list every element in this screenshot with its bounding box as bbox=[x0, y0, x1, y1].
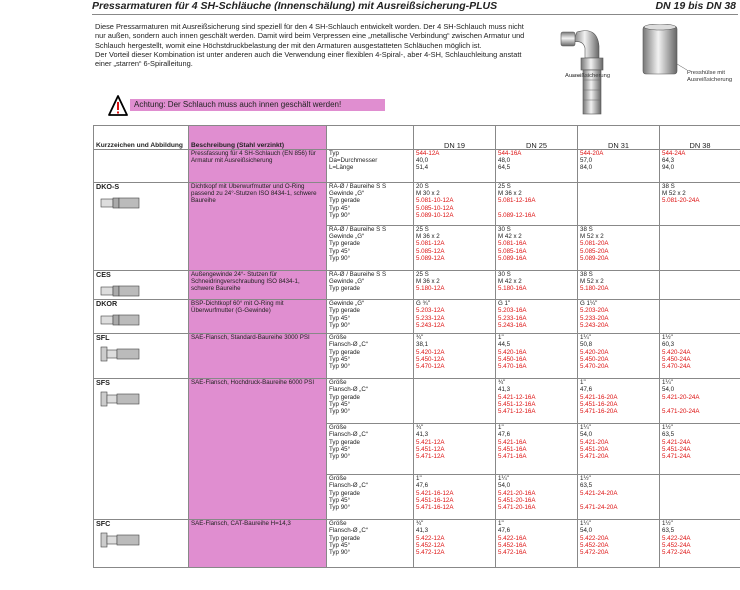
dimension-values: 1" 44,5 bbox=[498, 334, 511, 349]
dn-cell bbox=[496, 475, 578, 520]
dimension-values: 38 S M 52 x 2 bbox=[580, 271, 604, 286]
table-row bbox=[94, 379, 740, 424]
code-cell bbox=[94, 300, 189, 334]
part-numbers: 5.180-16A bbox=[498, 285, 527, 293]
dimension-values: ¾" 41,3 bbox=[416, 520, 429, 535]
fitting-drawing-icon bbox=[100, 195, 142, 211]
fitting-drawing-icon bbox=[100, 312, 142, 328]
part-numbers: 5.081-16A 5.085-16A 5.089-16A bbox=[498, 240, 527, 262]
dn-cell bbox=[496, 520, 578, 568]
part-numbers: 5.421-16-12A 5.451-16-12A 5.471-16-12A bbox=[416, 489, 454, 512]
dimension-values: G 1" bbox=[498, 300, 511, 308]
dn-cell bbox=[414, 424, 496, 475]
dimension-values: 1½" 63,5 bbox=[580, 475, 593, 490]
dn-cell bbox=[496, 271, 578, 300]
dn-cell bbox=[414, 183, 496, 226]
caption-ausreisssicherung: Ausreißsicherung bbox=[565, 73, 611, 79]
dn-cell bbox=[414, 150, 496, 183]
description-cell: SAE-Flansch, Hochdruck-Baureihe 6000 PSI bbox=[189, 379, 327, 520]
part-numbers: 5.081-20A 5.085-20A 5.089-20A bbox=[580, 240, 609, 262]
dimension-values: 25 S M 36 x 2 bbox=[498, 183, 522, 198]
part-numbers: 5.421-20-24A 5.471-20-24A bbox=[662, 393, 700, 416]
dn-cell bbox=[660, 379, 740, 424]
warning-text: Achtung: Der Schlauch muss auch innen geschält werden! bbox=[134, 100, 342, 109]
caption-presshuelse: Presshülse mit Ausreißsicherung bbox=[687, 70, 733, 83]
dimension-values: 38 S M 52 x 2 bbox=[662, 183, 686, 198]
dimension-values: 64,3 94,0 bbox=[662, 157, 675, 172]
fitting-code: DKOR bbox=[96, 299, 118, 309]
intro-paragraph-1: Diese Pressarmaturen mit Ausreißsicherung sind speziell für den 4 SH-Schlauch entwickelt worden. Der 4 SH-Schlauch muss nicht nur außen, sondern auch innen geschält werden. Damit wird beim Verpressen eine „metallische Verbindung“ zwischen Armatur und Schlauch hergestellt, womit eine Höchstdruckbelastung der mit den Armaturen ausgestatteten Schläuchen möglich ist. bbox=[95, 22, 525, 50]
dimension-values: 1¼" 54,0 bbox=[580, 520, 593, 535]
part-number: 544-20A bbox=[580, 150, 604, 157]
part-numbers: 5.081-12A 5.085-12A 5.089-12A bbox=[416, 240, 445, 262]
dn-cell bbox=[414, 379, 496, 424]
dn-cell bbox=[414, 334, 496, 379]
code-cell bbox=[94, 150, 189, 183]
dimension-values: 1" 47,6 bbox=[498, 424, 511, 439]
part-numbers: 5.422-16A 5.452-16A 5.472-16A bbox=[498, 534, 527, 557]
dimension-values: ¾" 41,3 bbox=[498, 379, 511, 394]
table-body bbox=[94, 150, 740, 568]
spec-labels-cell: Größe Flansch-Ø „C“ Typ gerade Typ 45° Typ 90° bbox=[327, 520, 414, 568]
header-dn-25: DN 25 bbox=[496, 126, 578, 150]
dn-cell bbox=[414, 271, 496, 300]
description-cell: Dichtkopf mit Überwurfmutter und O-Ring passend zu 24°-Stutzen ISO 8434-1, schwere Baureihe bbox=[189, 183, 327, 271]
fitting-code: SFS bbox=[96, 378, 110, 388]
spec-labels-cell: RA-Ø / Baureihe S S Gewinde „G“ Typ gerade Typ 45° Typ 90° bbox=[327, 226, 414, 271]
code-cell bbox=[94, 334, 189, 379]
spec-labels-cell: Typ Da=Durchmesser L=Länge bbox=[327, 150, 414, 183]
fitting-code: SFL bbox=[96, 333, 110, 343]
part-numbers: 5.203-16A 5.233-16A 5.243-16A bbox=[498, 307, 527, 329]
intro-paragraph-2: Der Vorteil dieser Kombination ist unter anderen auch die Verwendung einer flexiblen 4-Spiral-, aber 4-SH, Schlauchleitung anstatt einer „starren“ 6-Spiralleitung. bbox=[95, 49, 522, 69]
dimension-values: 1¼" 50,8 bbox=[580, 334, 593, 349]
header-dn-38: DN 38 bbox=[660, 126, 740, 150]
dn-cell bbox=[496, 150, 578, 183]
code-cell bbox=[94, 271, 189, 300]
part-numbers: 5.081-12-16A 5.089-12-16A bbox=[498, 197, 536, 219]
spec-labels-cell: RA-Ø / Baureihe S S Gewinde „G“ Typ gerade bbox=[327, 271, 414, 300]
dn-cell bbox=[660, 226, 740, 271]
dn-cell bbox=[578, 226, 660, 271]
intro-text bbox=[95, 22, 525, 68]
dimension-values: 48,0 64,5 bbox=[498, 157, 511, 172]
code-cell bbox=[94, 379, 189, 520]
fitting-drawing-icon bbox=[100, 532, 142, 548]
description-cell: SAE-Flansch, Standard-Baureihe 3000 PSI bbox=[189, 334, 327, 379]
dn-cell bbox=[660, 475, 740, 520]
dn-cell bbox=[578, 300, 660, 334]
fitting-code: DKO-S bbox=[96, 182, 120, 191]
dn-cell bbox=[660, 424, 740, 475]
dn-cell bbox=[578, 183, 660, 226]
dimension-values: 1½" 63,5 bbox=[662, 520, 675, 535]
table-row bbox=[94, 150, 740, 183]
dimension-values: G 1¼" bbox=[580, 300, 598, 308]
dimension-values: 25 S M 36 x 2 bbox=[416, 226, 440, 241]
dn-cell bbox=[578, 334, 660, 379]
header-spec bbox=[327, 126, 414, 150]
part-numbers: 5.420-20A 5.450-20A 5.470-20A bbox=[580, 348, 609, 371]
table-header-row bbox=[94, 126, 740, 150]
part-numbers: 5.421-16-20A 5.451-16-20A 5.471-16-20A bbox=[580, 393, 618, 416]
dimension-values: 1¼" 54,0 bbox=[580, 424, 593, 439]
warning-box bbox=[130, 99, 385, 111]
part-numbers: 5.180-20A bbox=[580, 285, 609, 293]
part-numbers: 5.421-24-20A 5.471-24-20A bbox=[580, 489, 618, 512]
part-numbers: 5.421-24A 5.451-24A 5.471-24A bbox=[662, 438, 691, 461]
table-row bbox=[94, 334, 740, 379]
dn-cell bbox=[660, 300, 740, 334]
dn-cell bbox=[660, 334, 740, 379]
part-numbers: 5.203-20A 5.233-20A 5.243-20A bbox=[580, 307, 609, 329]
table-row bbox=[94, 271, 740, 300]
description-cell: Pressfassung für 4 SH-Schlauch (EN 856) für Armatur mit Ausreißsicherung bbox=[189, 150, 327, 183]
part-number: 544-16A bbox=[498, 150, 522, 157]
dimension-values: 25 S M 36 x 2 bbox=[416, 271, 440, 286]
spec-labels-cell: Größe Flansch-Ø „C“ Typ gerade Typ 45° Typ 90° bbox=[327, 334, 414, 379]
part-numbers: 5.203-12A 5.233-12A 5.243-12A bbox=[416, 307, 445, 329]
dimension-values: 1¼" 54,0 bbox=[498, 475, 511, 490]
dn-cell bbox=[414, 226, 496, 271]
code-cell bbox=[94, 183, 189, 271]
part-numbers: 5.421-12A 5.451-12A 5.471-12A bbox=[416, 438, 445, 461]
warning-icon bbox=[108, 95, 128, 117]
fittings-table bbox=[93, 125, 740, 568]
dimension-values: ¾" 41,3 bbox=[416, 424, 429, 439]
dimension-values: 1" 47,6 bbox=[580, 379, 593, 394]
dn-cell bbox=[414, 300, 496, 334]
dn-cell bbox=[496, 334, 578, 379]
header-dn-31: DN 31 bbox=[578, 126, 660, 150]
part-numbers: 5.421-16A 5.451-16A 5.471-16A bbox=[498, 438, 527, 461]
spec-labels-cell: Gewinde „G“ Typ gerade Typ 45° Typ 90° bbox=[327, 300, 414, 334]
header-code: Kurzzeichen und Abbildung bbox=[94, 126, 189, 150]
dimension-values: 30 S M 42 x 2 bbox=[498, 271, 522, 286]
dn-cell bbox=[578, 520, 660, 568]
part-numbers: 5.420-24A 5.450-24A 5.470-24A bbox=[662, 348, 691, 371]
dn-cell bbox=[660, 150, 740, 183]
dn-cell bbox=[578, 271, 660, 300]
spec-labels-cell: Größe Flansch-Ø „C“ Typ gerade Typ 45° Typ 90° bbox=[327, 424, 414, 475]
fitting-drawing-icon bbox=[100, 391, 142, 407]
dn-cell bbox=[496, 424, 578, 475]
product-image bbox=[535, 24, 735, 120]
dimension-values: 40,0 51,4 bbox=[416, 157, 429, 172]
dn-cell bbox=[496, 379, 578, 424]
dn-cell bbox=[496, 183, 578, 226]
part-numbers: 5.180-12A bbox=[416, 285, 445, 293]
header-description: Beschreibung (Stahl verzinkt) bbox=[189, 126, 327, 150]
dimension-values: ¾" 38,1 bbox=[416, 334, 429, 349]
dimension-values: 30 S M 42 x 2 bbox=[498, 226, 522, 241]
table-row bbox=[94, 183, 740, 226]
dn-cell bbox=[496, 300, 578, 334]
fitting-drawing-icon bbox=[100, 346, 142, 362]
description-cell: BSP-Dichtkopf 60° mit O-Ring mit Überwurfmutter (G-Gewinde) bbox=[189, 300, 327, 334]
dimension-values: 1½" 60,3 bbox=[662, 334, 675, 349]
header-dn-19: DN 19 bbox=[414, 126, 496, 150]
part-numbers: 5.420-12A 5.450-12A 5.470-12A bbox=[416, 348, 445, 371]
description-cell: SAE-Flansch, CAT-Baureihe H=14,3 bbox=[189, 520, 327, 568]
part-number: 544-24A bbox=[662, 150, 686, 157]
table-row bbox=[94, 300, 740, 334]
dn-cell bbox=[578, 475, 660, 520]
part-numbers: 5.422-20A 5.452-20A 5.472-20A bbox=[580, 534, 609, 557]
dn-cell bbox=[414, 475, 496, 520]
dimension-values: G ¾" bbox=[416, 300, 430, 308]
dimension-values: 1½" 63,5 bbox=[662, 424, 675, 439]
fitting-drawing-icon bbox=[100, 283, 142, 299]
spec-labels-cell: Größe Flansch-Ø „C“ Typ gerade Typ 45° Typ 90° bbox=[327, 475, 414, 520]
part-numbers: 5.081-20-24A bbox=[662, 197, 700, 205]
table-row bbox=[94, 520, 740, 568]
dimension-values: 20 S M 30 x 2 bbox=[416, 183, 440, 198]
part-numbers: 5.420-16A 5.450-16A 5.470-16A bbox=[498, 348, 527, 371]
dimension-values: 1" 47,6 bbox=[416, 475, 429, 490]
dn-cell bbox=[660, 271, 740, 300]
spec-labels-cell: Größe Flansch-Ø „C“ Typ gerade Typ 45° Typ 90° bbox=[327, 379, 414, 424]
dn-cell bbox=[578, 150, 660, 183]
page-title: Pressarmaturen für 4 SH-Schläuche (Innenschälung) mit Ausreißsicherung-PLUS bbox=[92, 0, 498, 12]
dimension-values: 1¼" 54,0 bbox=[662, 379, 675, 394]
fitting-code: SFC bbox=[96, 519, 111, 529]
dn-cell bbox=[660, 520, 740, 568]
title-bar bbox=[92, 1, 738, 15]
dimension-values: 57,0 84,0 bbox=[580, 157, 593, 172]
dimension-values: 1" 47,6 bbox=[498, 520, 511, 535]
dn-cell bbox=[496, 226, 578, 271]
part-numbers: 5.421-20A 5.451-20A 5.471-20A bbox=[580, 438, 609, 461]
dimension-values: 38 S M 52 x 2 bbox=[580, 226, 604, 241]
description-cell: Außengewinde 24°- Stutzen für Schneidringverschraubung ISO 8434-1, schwere Baureihe bbox=[189, 271, 327, 300]
fitting-code: CES bbox=[96, 270, 111, 279]
part-numbers: 5.422-24A 5.452-24A 5.472-24A bbox=[662, 534, 691, 557]
dn-cell bbox=[578, 424, 660, 475]
dn-range: DN 19 bis DN 38 bbox=[655, 0, 736, 12]
part-numbers: 5.421-20-16A 5.451-20-16A 5.471-20-16A bbox=[498, 489, 536, 512]
part-number: 544-12A bbox=[416, 150, 440, 157]
dn-cell bbox=[578, 379, 660, 424]
part-numbers: 5.421-12-16A 5.451-12-16A 5.471-12-16A bbox=[498, 393, 536, 416]
code-cell bbox=[94, 520, 189, 568]
part-numbers: 5.081-10-12A 5.085-10-12A 5.089-10-12A bbox=[416, 197, 454, 219]
dn-cell bbox=[660, 183, 740, 226]
dn-cell bbox=[414, 520, 496, 568]
part-numbers: 5.422-12A 5.452-12A 5.472-12A bbox=[416, 534, 445, 557]
spec-labels-cell: RA-Ø / Baureihe S S Gewinde „G“ Typ gerade Typ 45° Typ 90° bbox=[327, 183, 414, 226]
